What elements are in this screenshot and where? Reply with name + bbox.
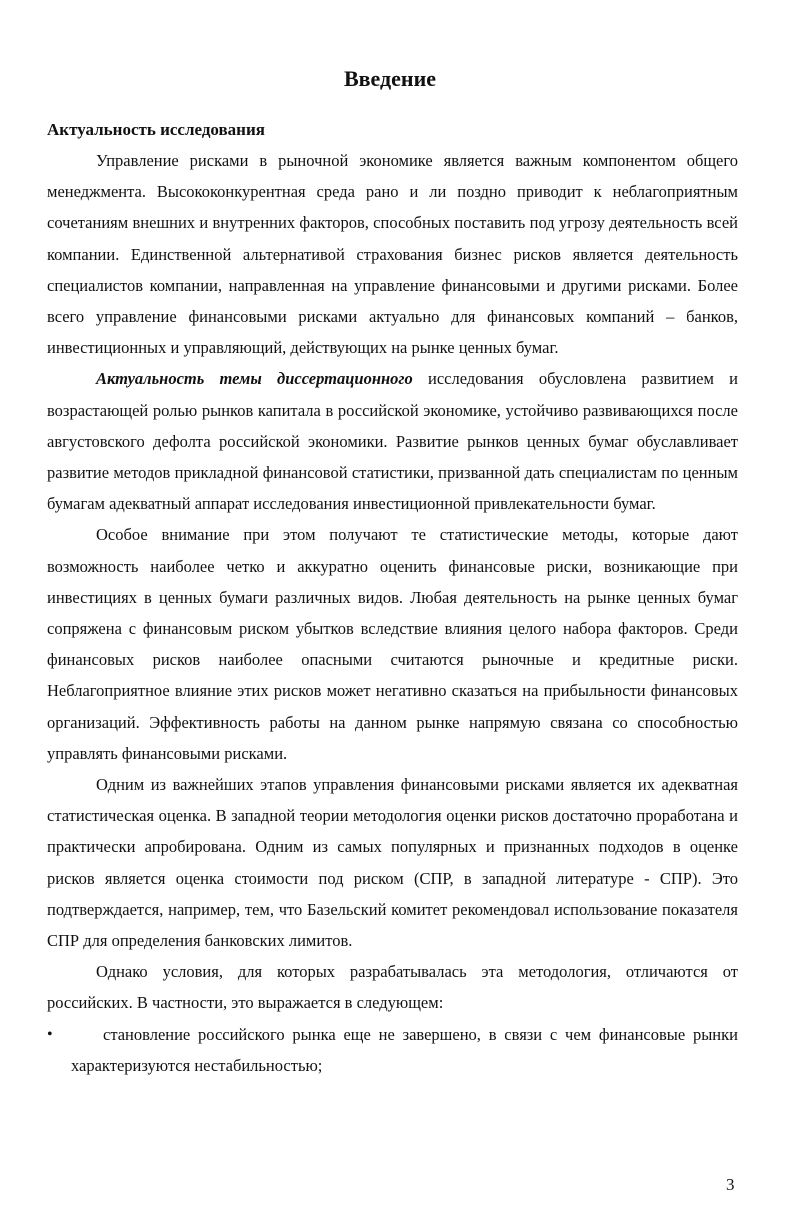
page-title: Введение [343,66,437,91]
paragraph-3: Особое внимание при этом получают те статистические методы, которые дают возможность наиболее четко и аккуратно оценить финансовые риски, возникающие при инвестициях в ценных бумаги различных видов. Любая деятельность на рынке ценных бумаг сопряжена с финансовым риском убытков вследствие влияния целого набора факторов. Среди финансовых рисков наиболее опасными считаются рыночные и кредитные риски. Неблагоприятное влияние этих рисков может негативно сказаться на прибыльности финансовых организаций. Эффективность работы на данном рынке напрямую связана со способностью управлять финансовыми рисками. [47,525,738,763]
page-number: 3 [726,1175,735,1194]
paragraph-2-text: исследования обусловлена развитием и возрастающей ролью рынков капитала в российской экономике, устойчиво развивающихся после августовского дефолта российской экономики. Развитие рынков ценных бумаг обуславливает развитие методов прикладной финансовой статистики, призванной дать специалистам по ценным бумагам адекватный аппарат исследования инвестиционной привлекательности бумаг. [47,369,738,514]
paragraph-2 [47,363,738,519]
bullet-icon: • [47,1025,53,1043]
list-item [47,1019,738,1081]
paragraph-4: Одним из важнейших этапов управления финансовыми рисками является их адекватная статистическая оценка. В западной теории методология оценки рисков достаточно проработана и практически апробирована. Одним из самых популярных и признанных подходов в оценке рисков является оценка стоимости под риском (СПР, в западной литературе - СПР). Это подтверждается, например, тем, что Базельский комитет рекомендовал использование показателя СПР для определения банковских лимитов. [47,775,738,951]
document-body [47,145,738,1081]
paragraph-1: Управление рисками в рыночной экономике является важным компонентом общего менеджмента. Высококонкурентная среда рано и ли поздно приводит к неблагоприятным сочетаниям внешних и внутренних факторов, способных поставить под угрозу деятельность всей компании. Единственной альтернативой страхования бизнес рисков является деятельность специалистов компании, направленная на управление финансовыми и другими рисками. Более всего управление финансовыми рисками актуально для финансовых компаний – банков, инвестиционных и управляющий, действующих на рынке ценных бумаг. [47,151,738,358]
section-heading: Актуальность исследования [47,120,265,139]
paragraph-2-emphasis: Актуальность темы диссертационного [96,369,413,389]
paragraph-5: Однако условия, для которых разрабатывалась эта методология, отличаются от российских. В частности, это выражается в следующем: [47,962,738,1013]
list-item-text: становление российского рынка еще не завершено, в связи с чем финансовые рынки характеризуются нестабильностью; [71,1024,738,1075]
